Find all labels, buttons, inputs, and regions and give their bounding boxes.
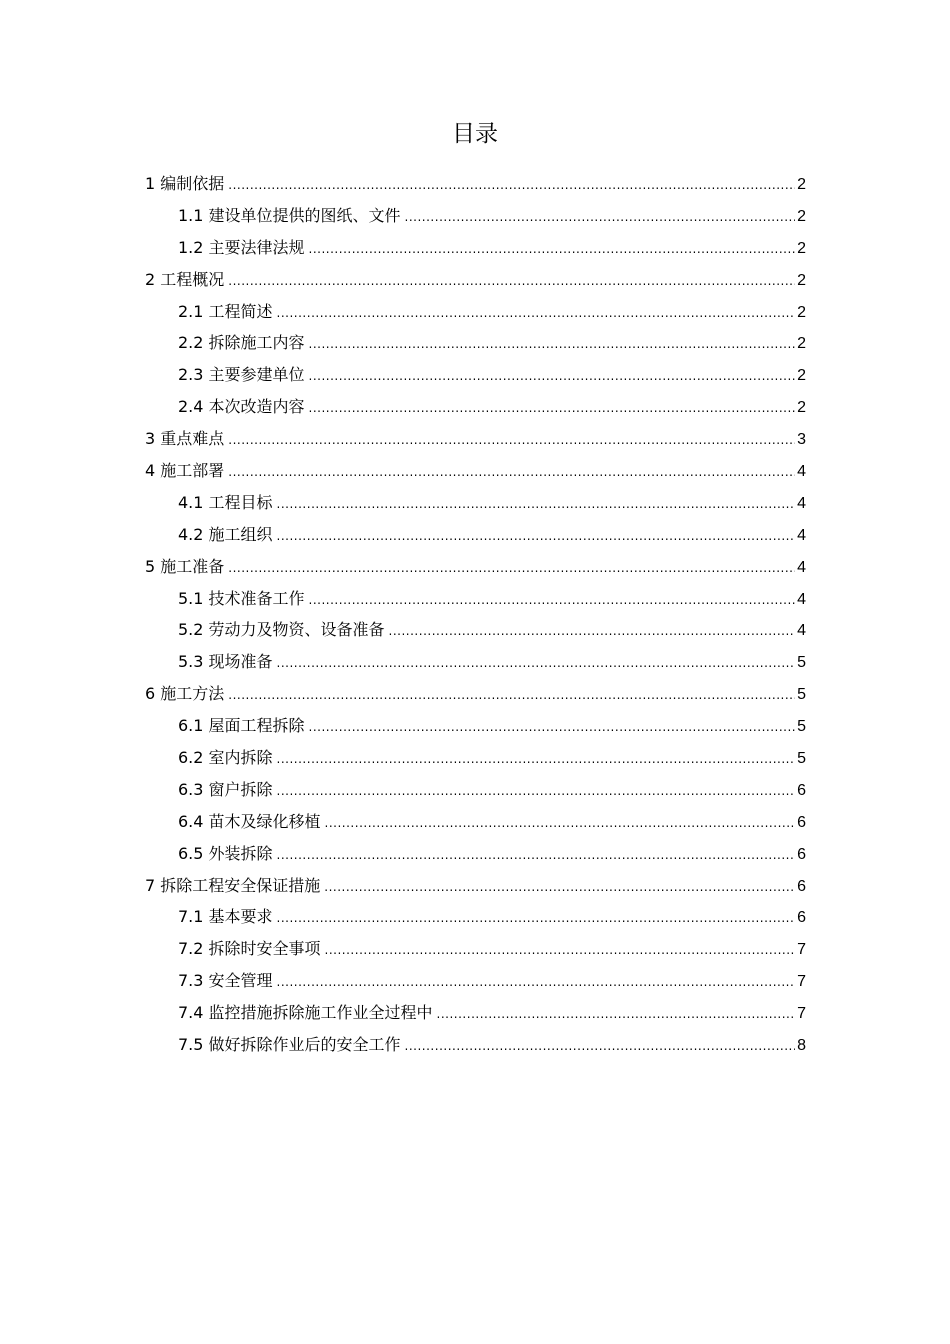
toc-leader-dots	[228, 680, 795, 712]
toc-leader-dots	[309, 361, 796, 393]
toc-leader-dots	[309, 585, 796, 617]
toc-entry-page: 2	[797, 207, 806, 225]
toc-entry-label: 5.2 劳动力及物资、设备准备	[178, 620, 385, 640]
toc-entry[interactable]	[145, 965, 806, 997]
toc-leader-dots	[324, 872, 795, 904]
toc-entry[interactable]	[145, 168, 806, 200]
toc-entry-label: 4 施工部署	[145, 461, 225, 481]
toc-entry-page: 6	[797, 909, 806, 927]
toc-leader-dots	[309, 393, 796, 425]
toc-entry-page: 5	[797, 718, 806, 736]
toc-leader-dots	[277, 903, 796, 935]
toc-entry-page: 4	[797, 463, 806, 481]
toc-entry-label: 6.2 室内拆除	[178, 748, 273, 768]
toc-leader-dots	[228, 457, 795, 489]
toc-entry-label: 7.5 做好拆除作业后的安全工作	[178, 1035, 401, 1055]
toc-entry[interactable]	[145, 901, 806, 933]
toc-entry[interactable]	[145, 551, 806, 583]
toc-leader-dots	[389, 616, 796, 648]
toc-entry-page: 6	[797, 813, 806, 831]
toc-leader-dots	[228, 425, 795, 457]
toc-entry-page: 7	[797, 973, 806, 991]
toc-entry-label: 1.1 建设单位提供的图纸、文件	[178, 205, 401, 225]
toc-entry[interactable]	[145, 710, 806, 742]
toc-entry[interactable]	[145, 327, 806, 359]
toc-entry-label: 7.2 拆除时安全事项	[178, 939, 321, 959]
toc-leader-dots	[228, 266, 795, 298]
toc-entry-label: 5.1 技术准备工作	[178, 588, 305, 608]
toc-entry-label: 6.4 苗木及绿化移植	[178, 811, 321, 831]
toc-entry[interactable]	[145, 583, 806, 615]
toc-entry-label: 3 重点难点	[145, 429, 225, 449]
toc-entry-page: 8	[797, 1037, 806, 1055]
toc-entry-page: 2	[797, 239, 806, 257]
toc-leader-dots	[437, 999, 796, 1031]
toc-leader-dots	[325, 935, 796, 967]
toc-entry-page: 2	[797, 303, 806, 321]
toc-entry[interactable]	[145, 870, 806, 902]
toc-entry-page: 2	[797, 176, 806, 193]
toc-entry-page: 7	[797, 1005, 806, 1023]
toc-entry-label: 7 拆除工程安全保证措施	[145, 875, 321, 895]
toc-entry[interactable]	[145, 264, 806, 296]
toc-entry-page: 4	[797, 526, 806, 544]
toc-entry-label: 6.1 屋面工程拆除	[178, 716, 305, 736]
toc-leader-dots	[228, 170, 795, 202]
toc-entry-page: 6	[797, 877, 806, 895]
toc-entry-label: 2.2 拆除施工内容	[178, 333, 305, 353]
toc-leader-dots	[277, 744, 796, 776]
toc-entry-page: 5	[797, 686, 806, 704]
toc-entry[interactable]	[145, 742, 806, 774]
toc-list	[145, 168, 806, 1061]
toc-leader-dots	[405, 202, 796, 234]
toc-entry[interactable]	[145, 200, 806, 232]
toc-entry-page: 4	[797, 622, 806, 640]
toc-entry-page: 4	[797, 558, 806, 576]
toc-entry-page: 6	[797, 845, 806, 863]
toc-entry-label: 2.1 工程简述	[178, 301, 273, 321]
toc-entry-label: 1.2 主要法律法规	[178, 237, 305, 257]
toc-entry-label: 7.1 基本要求	[178, 907, 273, 927]
toc-entry-page: 6	[797, 781, 806, 799]
toc-entry-label: 5 施工准备	[145, 556, 225, 576]
toc-entry[interactable]	[145, 806, 806, 838]
toc-title: 目录	[452, 121, 498, 147]
toc-leader-dots	[277, 776, 796, 808]
toc-leader-dots	[277, 648, 796, 680]
toc-entry[interactable]	[145, 519, 806, 551]
toc-entry-page: 2	[797, 399, 806, 417]
toc-entry[interactable]	[145, 296, 806, 328]
toc-entry[interactable]	[145, 391, 806, 423]
toc-entry-label: 1 编制依据	[145, 174, 225, 193]
toc-leader-dots	[277, 967, 796, 999]
toc-entry-page: 2	[797, 367, 806, 385]
toc-entry[interactable]	[145, 614, 806, 646]
toc-entry-page: 3	[797, 431, 806, 449]
toc-entry[interactable]	[145, 487, 806, 519]
toc-entry-label: 5.3 现场准备	[178, 652, 273, 672]
toc-leader-dots	[277, 298, 796, 330]
toc-entry-page: 4	[797, 494, 806, 512]
toc-entry-label: 4.1 工程目标	[178, 492, 273, 512]
toc-entry[interactable]	[145, 232, 806, 264]
toc-entry-label: 7.4 监控措施拆除施工作业全过程中	[178, 1003, 433, 1023]
toc-entry-page: 2	[797, 271, 806, 289]
toc-entry[interactable]	[145, 838, 806, 870]
toc-entry[interactable]	[145, 646, 806, 678]
toc-entry[interactable]	[145, 933, 806, 965]
toc-entry[interactable]	[145, 997, 806, 1029]
toc-entry-label: 6.3 窗户拆除	[178, 779, 273, 799]
toc-leader-dots	[277, 840, 796, 872]
toc-entry[interactable]	[145, 678, 806, 710]
toc-leader-dots	[405, 1031, 796, 1063]
toc-entry-page: 5	[797, 750, 806, 768]
toc-entry[interactable]	[145, 1029, 806, 1061]
toc-leader-dots	[228, 553, 795, 585]
toc-entry-label: 6 施工方法	[145, 684, 225, 704]
toc-leader-dots	[309, 712, 796, 744]
toc-leader-dots	[277, 521, 796, 553]
toc-entry[interactable]	[145, 359, 806, 391]
toc-entry-page: 5	[797, 654, 806, 672]
toc-leader-dots	[277, 489, 796, 521]
toc-entry[interactable]	[145, 423, 806, 455]
toc-leader-dots	[325, 808, 796, 840]
toc-leader-dots	[309, 329, 796, 361]
toc-entry-label: 2 工程概况	[145, 269, 225, 289]
toc-entry-label: 2.4 本次改造内容	[178, 397, 305, 417]
toc-entry-label: 6.5 外装拆除	[178, 843, 273, 863]
toc-entry-page: 4	[797, 590, 806, 608]
toc-entry[interactable]	[145, 455, 806, 487]
toc-leader-dots	[309, 234, 796, 266]
toc-entry-label: 4.2 施工组织	[178, 524, 273, 544]
toc-entry[interactable]	[145, 774, 806, 806]
toc-entry-page: 2	[797, 335, 806, 353]
toc-entry-label: 2.3 主要参建单位	[178, 365, 305, 385]
toc-entry-label: 7.3 安全管理	[178, 971, 273, 991]
toc-entry-page: 7	[797, 941, 806, 959]
